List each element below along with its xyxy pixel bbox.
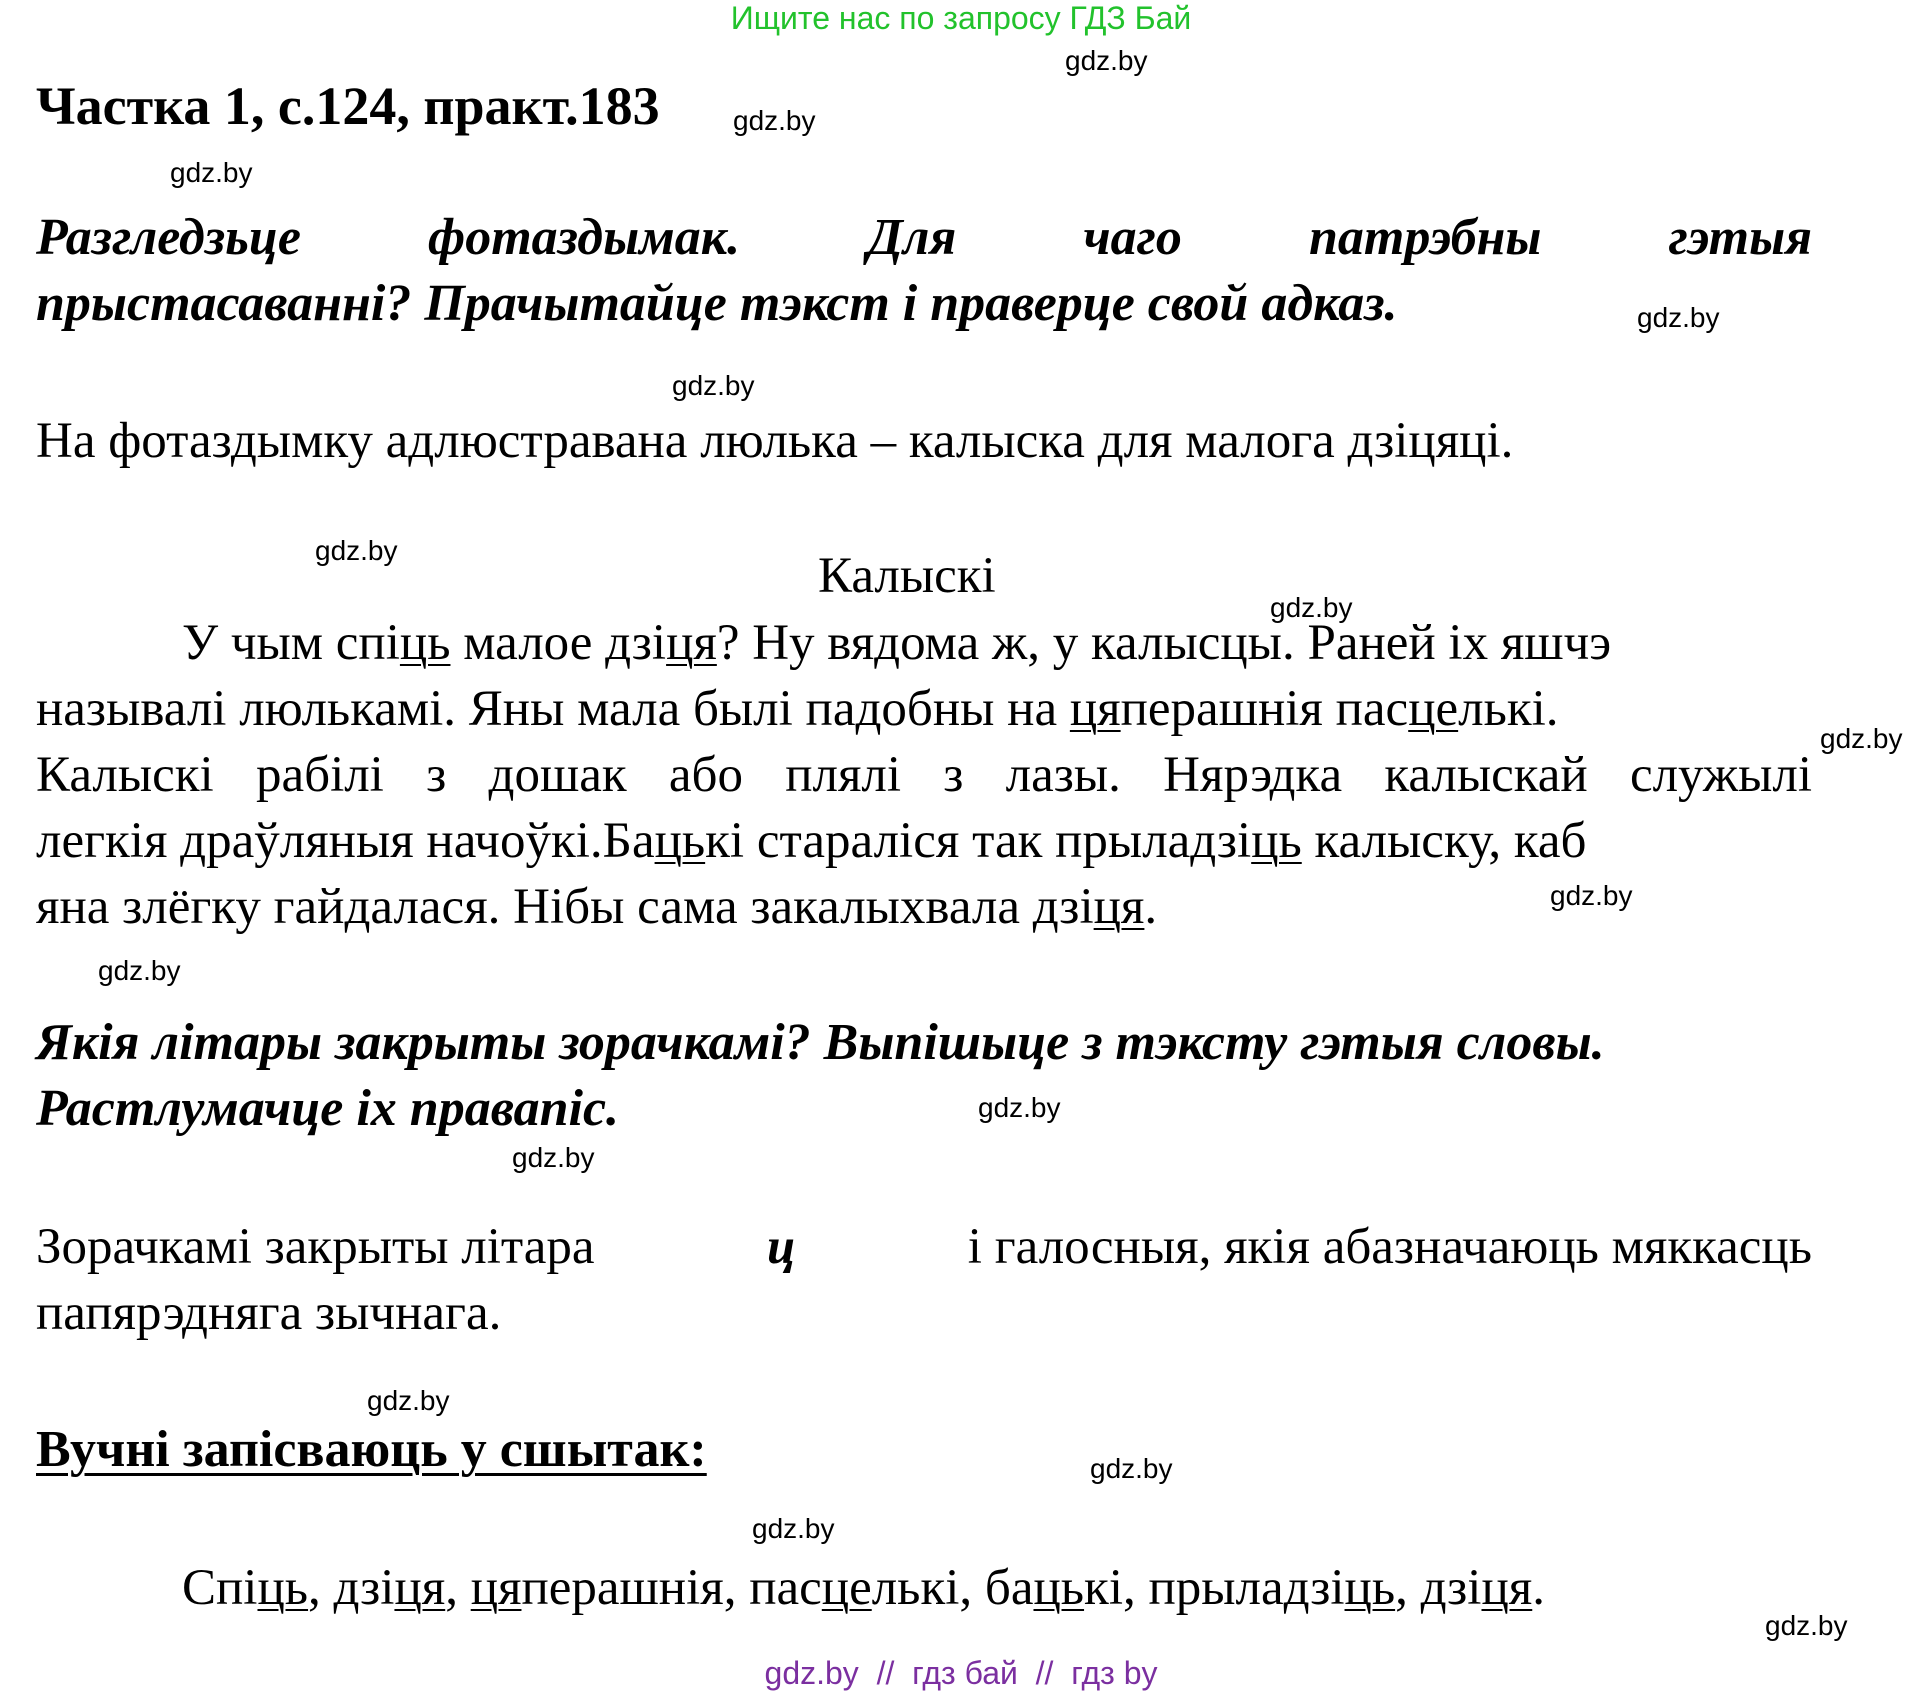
underlined-letters: ця	[1069, 681, 1121, 737]
watermark: gdz.by	[1765, 1610, 1848, 1641]
task1-line2: прыстасаванні? Прачытайце тэкст і праверце свой адказ.	[36, 275, 1398, 332]
watermark: gdz.by	[1820, 723, 1903, 754]
task1-word: чаго	[1083, 209, 1182, 266]
page-heading: Частка 1, с.124, практ.183	[36, 76, 660, 136]
watermark: gdz.by	[367, 1385, 450, 1416]
answer2-line2: папярэдняга зычнага.	[36, 1285, 502, 1341]
text-title: Калыскі	[818, 548, 996, 604]
underlined-letters: ця	[1093, 879, 1145, 935]
answer1: На фотаздымку адлюстравана люлька – калыска для малога дзіцяці.	[36, 413, 1514, 469]
watermark: gdz.by	[1065, 45, 1148, 76]
text-line-4: легкія драўляныя начоўкі.Бацькі стараліся так прыладзіць калыску, каб	[36, 813, 1587, 869]
task1-word: Разгледзьце	[36, 209, 301, 266]
watermark: gdz.by	[512, 1142, 595, 1173]
watermark: gdz.by	[752, 1513, 835, 1544]
watermark: gdz.by	[672, 370, 755, 401]
underlined-letters: ць	[399, 615, 451, 671]
watermark: gdz.by	[1637, 302, 1720, 333]
watermark: gdz.by	[1270, 592, 1353, 623]
text-line-3: Калыскі рабілі з дошак або плялі з лазы. Нярэдка калыскай служылі	[36, 747, 1812, 803]
answer2-line1: Зорачкамі закрыты літара ц і галосныя, якія абазначаюць мяккасць	[36, 1219, 1812, 1275]
search-banner: Ищите нас по запросу ГДЗ Бай	[730, 0, 1192, 36]
task1-word: патрэбны	[1308, 209, 1542, 266]
task2-line1: Якія літары закрыты зорачкамі? Выпішыце з тэксту гэтыя словы.	[36, 1014, 1605, 1071]
text-line-1: У чым спіць малое дзіця? Ну вядома ж, у калысцы. Раней іх яшчэ	[182, 615, 1612, 671]
watermark: gdz.by	[733, 105, 816, 136]
task1-line1	[36, 205, 1812, 271]
text-line-5: яна злёгку гайдалася. Нібы сама закалыхвала дзіця.	[36, 879, 1158, 935]
text-line-2: называлі люлькамі. Яны мала былі падобны на цяперашнія пасцелькі.	[36, 681, 1559, 737]
watermark: gdz.by	[315, 535, 398, 566]
task1-word: гэтыя	[1668, 209, 1812, 266]
watermark: gdz.by	[170, 157, 253, 188]
watermark: gdz.by	[978, 1092, 1061, 1123]
section-title: Вучні запісваюць у сшытак:	[36, 1421, 707, 1478]
watermark: gdz.by	[1550, 880, 1633, 911]
watermark: gdz.by	[1090, 1453, 1173, 1484]
underlined-letters: ць	[1251, 813, 1302, 869]
task1-word: фотаздымак.	[428, 209, 741, 266]
watermark: gdz.by	[98, 955, 181, 986]
letter-ts: ц	[766, 1219, 796, 1275]
footer-watermark: gdz.by // гдз бай // гдз by	[764, 1655, 1158, 1691]
underlined-letters: ць	[654, 813, 706, 869]
words-list: Спіць, дзіця, цяперашнія, пасцелькі, бацькі, прыладзіць, дзіця.	[182, 1560, 1545, 1616]
underlined-letters: це	[1408, 681, 1459, 737]
task2-line2: Растлумачце іх правапіс.	[36, 1080, 620, 1137]
task1-word: Для	[867, 209, 957, 266]
underlined-letters: ця	[666, 615, 717, 671]
